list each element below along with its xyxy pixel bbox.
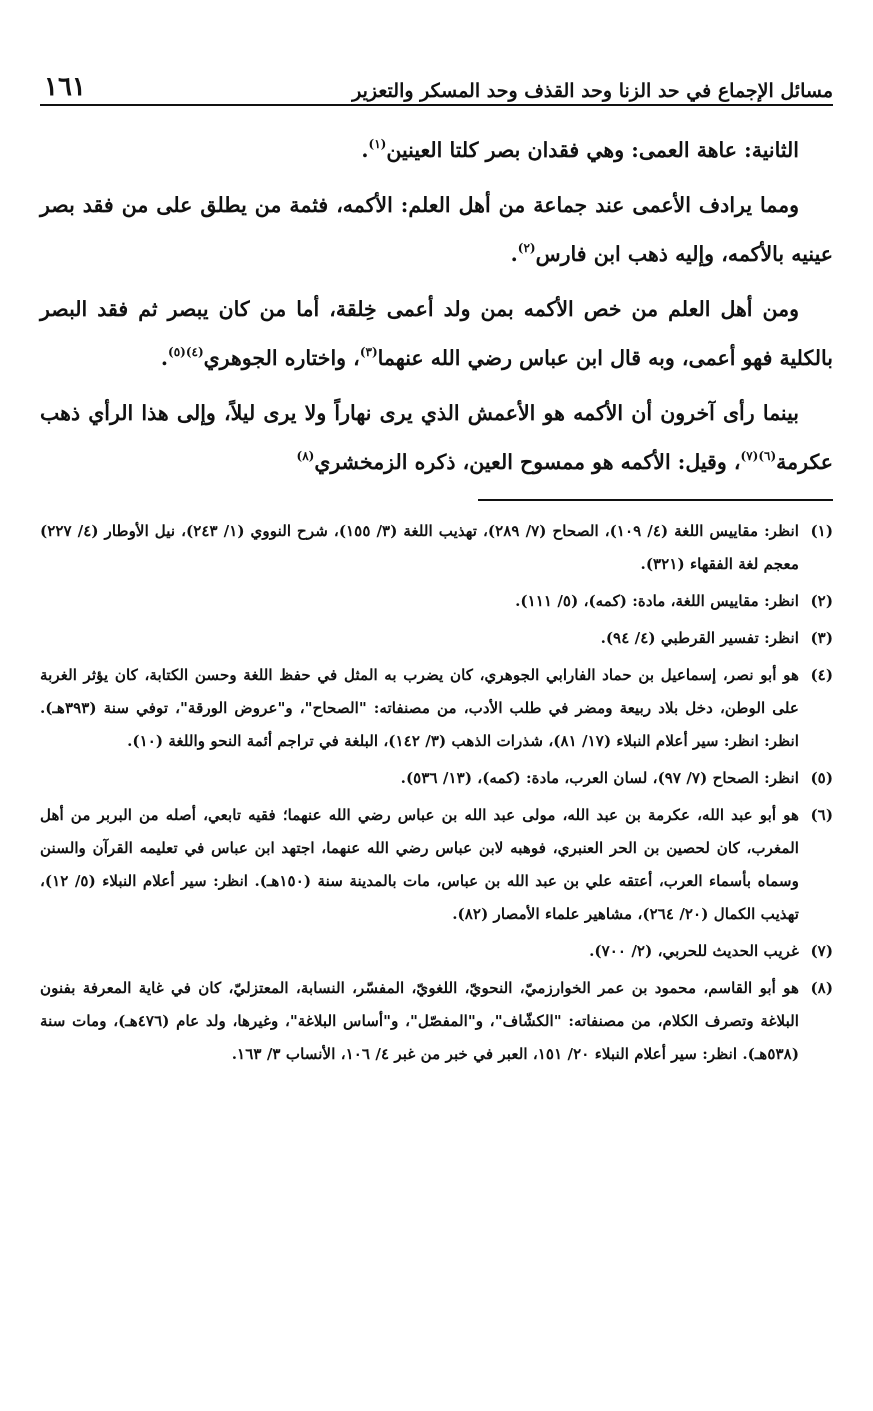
footnote-ref: (٨) bbox=[296, 449, 315, 463]
footnote-6 bbox=[40, 799, 833, 931]
footnote-ref: (٢) bbox=[517, 241, 536, 255]
main-text bbox=[40, 126, 833, 487]
footnote-number: (٢) bbox=[810, 592, 833, 610]
footnote-text: انظر: تفسير القرطبي (٤/ ٩٤). bbox=[600, 629, 799, 647]
footnote-number: (٥) bbox=[810, 769, 833, 787]
paragraph-3 bbox=[40, 285, 833, 383]
footnote-text: انظر: الصحاح (٧/ ٩٧)، لسان العرب، مادة: (كمه)، (١٣/ ٥٣٦). bbox=[400, 769, 799, 787]
footnote-5 bbox=[40, 762, 833, 795]
paragraph-4 bbox=[40, 389, 833, 487]
footnote-8 bbox=[40, 972, 833, 1071]
footnote-number: (١) bbox=[810, 522, 833, 540]
paragraph-text-mid: ، واختاره الجوهري bbox=[203, 346, 360, 370]
paragraph-2 bbox=[40, 181, 833, 279]
footnote-number: (٦) bbox=[810, 806, 833, 824]
footnote-3 bbox=[40, 622, 833, 655]
paragraph-text-mid: ، وقيل: الأكمه هو ممسوح العين، ذكره الزمخشري bbox=[314, 450, 741, 474]
footnote-1 bbox=[40, 515, 833, 581]
paragraph-text: ومما يرادف الأعمى عند جماعة من أهل العلم: الأكمه، فثمة من يطلق على من فقد بصر عينيه بالأكمه، وإليه ذهب ابن فارس bbox=[40, 193, 833, 266]
paragraph-text: الثانية: عاهة العمى: وهي فقدان بصر كلتا العينين bbox=[386, 138, 799, 162]
footnote-number: (٧) bbox=[810, 942, 833, 960]
footnote-text: هو أبو نصر، إسماعيل بن حماد الفارابي الجوهري، كان يضرب به المثل في حفظ اللغة وحسن الكتابة، كان يؤثر الغربة على الوطن، دخل بلاد ربيعة ومضر في طلب الأدب، من مصنفاته: "الصحاح"، و"عروض الورقة"، توفي سنة (٣٩٣هـ). انظر: انظر: سير أعلام النبلاء (١٧/ ٨١)، شذرات الذهب (٣/ ١٤٢)، البلغة في تراجم أئمة النحو واللغة (١٠). bbox=[40, 666, 799, 750]
footnote-ref: (٤)(٥) bbox=[168, 345, 204, 359]
footnote-text: انظر: مقاييس اللغة (٤/ ١٠٩)، الصحاح (٧/ ٢٨٩)، تهذيب اللغة (٣/ ١٥٥)، شرح النووي (١/ ٢٤٣)، نيل الأوطار (٤/ ٢٢٧) معجم لغة الفقهاء (٣٢١). bbox=[40, 522, 799, 573]
footnote-ref: (٦)(٧) bbox=[740, 449, 777, 463]
page bbox=[40, 56, 833, 1075]
paragraph-end: . bbox=[510, 242, 518, 266]
footnote-text: انظر: مقاييس اللغة، مادة: (كمه)، (٥/ ١١١). bbox=[515, 592, 799, 610]
footnote-text: هو أبو القاسم، محمود بن عمر الخوارزميّ، النحويّ، اللغويّ، المفسّر، النسابة، المعتزليّ، كان في غاية المعرفة بفنون البلاغة وتصرف الكلام، من مصنفاته: "الكشّاف"، و"المفصّل"، و"أساس البلاغة"، وغيرها، ولد عام (٤٧٦هـ)، ومات سنة (٥٣٨هـ). انظر: سير أعلام النبلاء ٢٠/ ١٥١، العبر في خبر من غبر ٤/ ١٠٦، الأنساب ٣/ ١٦٣. bbox=[40, 979, 799, 1063]
header-title: مسائل الإجماع في حد الزنا وحد القذف وحد المسكر والتعزير bbox=[352, 80, 833, 102]
footnote-ref: (٣) bbox=[359, 345, 378, 359]
footnote-text: هو أبو عبد الله، عكرمة بن عبد الله، مولى عبد الله بن عباس رضي الله عنهما؛ فقيه تابعي، أصله من البربر من أهل المغرب، كان لحصين بن الحر العنبري، فوهبه لابن عباس رضي الله عنهما، اجتهد ابن عباس في تعليمه القرآن والسنن وسماه بأسماء العرب، أعتقه علي بن عبد الله بن عباس، مات بالمدينة سنة (١٥٠هـ). انظر: سير أعلام النبلاء (٥/ ١٢)، تهذيب الكمال (٢٠/ ٢٦٤)، مشاهير علماء الأمصار (٨٢). bbox=[40, 806, 799, 923]
footnote-divider bbox=[478, 499, 833, 501]
paragraph-text: بينما رأى آخرون أن الأكمه هو الأعمش الذي يرى نهاراً ولا يرى ليلاً، وإلى هذا الرأي ذهب عكرمة bbox=[40, 401, 833, 474]
running-header bbox=[40, 56, 833, 106]
footnotes bbox=[40, 515, 833, 1071]
footnote-number: (٤) bbox=[810, 666, 833, 684]
page-number: ١٦١ bbox=[44, 72, 86, 102]
footnote-text: غريب الحديث للحربي، (٢/ ٧٠٠). bbox=[589, 942, 799, 960]
paragraph-end: . bbox=[160, 346, 168, 370]
footnote-ref: (١) bbox=[368, 137, 387, 151]
paragraph-1 bbox=[40, 126, 833, 175]
footnote-2 bbox=[40, 585, 833, 618]
footnote-number: (٣) bbox=[810, 629, 833, 647]
footnote-number: (٨) bbox=[810, 979, 833, 997]
footnote-7 bbox=[40, 935, 833, 968]
paragraph-end: . bbox=[361, 138, 369, 162]
footnote-4 bbox=[40, 659, 833, 758]
paragraph-text: ومن أهل العلم من خص الأكمه بمن ولد أعمى خِلقة، أما من كان يبصر ثم فقد البصر بالكلية فهو أعمى، وبه قال ابن عباس رضي الله عنهما bbox=[40, 297, 833, 370]
